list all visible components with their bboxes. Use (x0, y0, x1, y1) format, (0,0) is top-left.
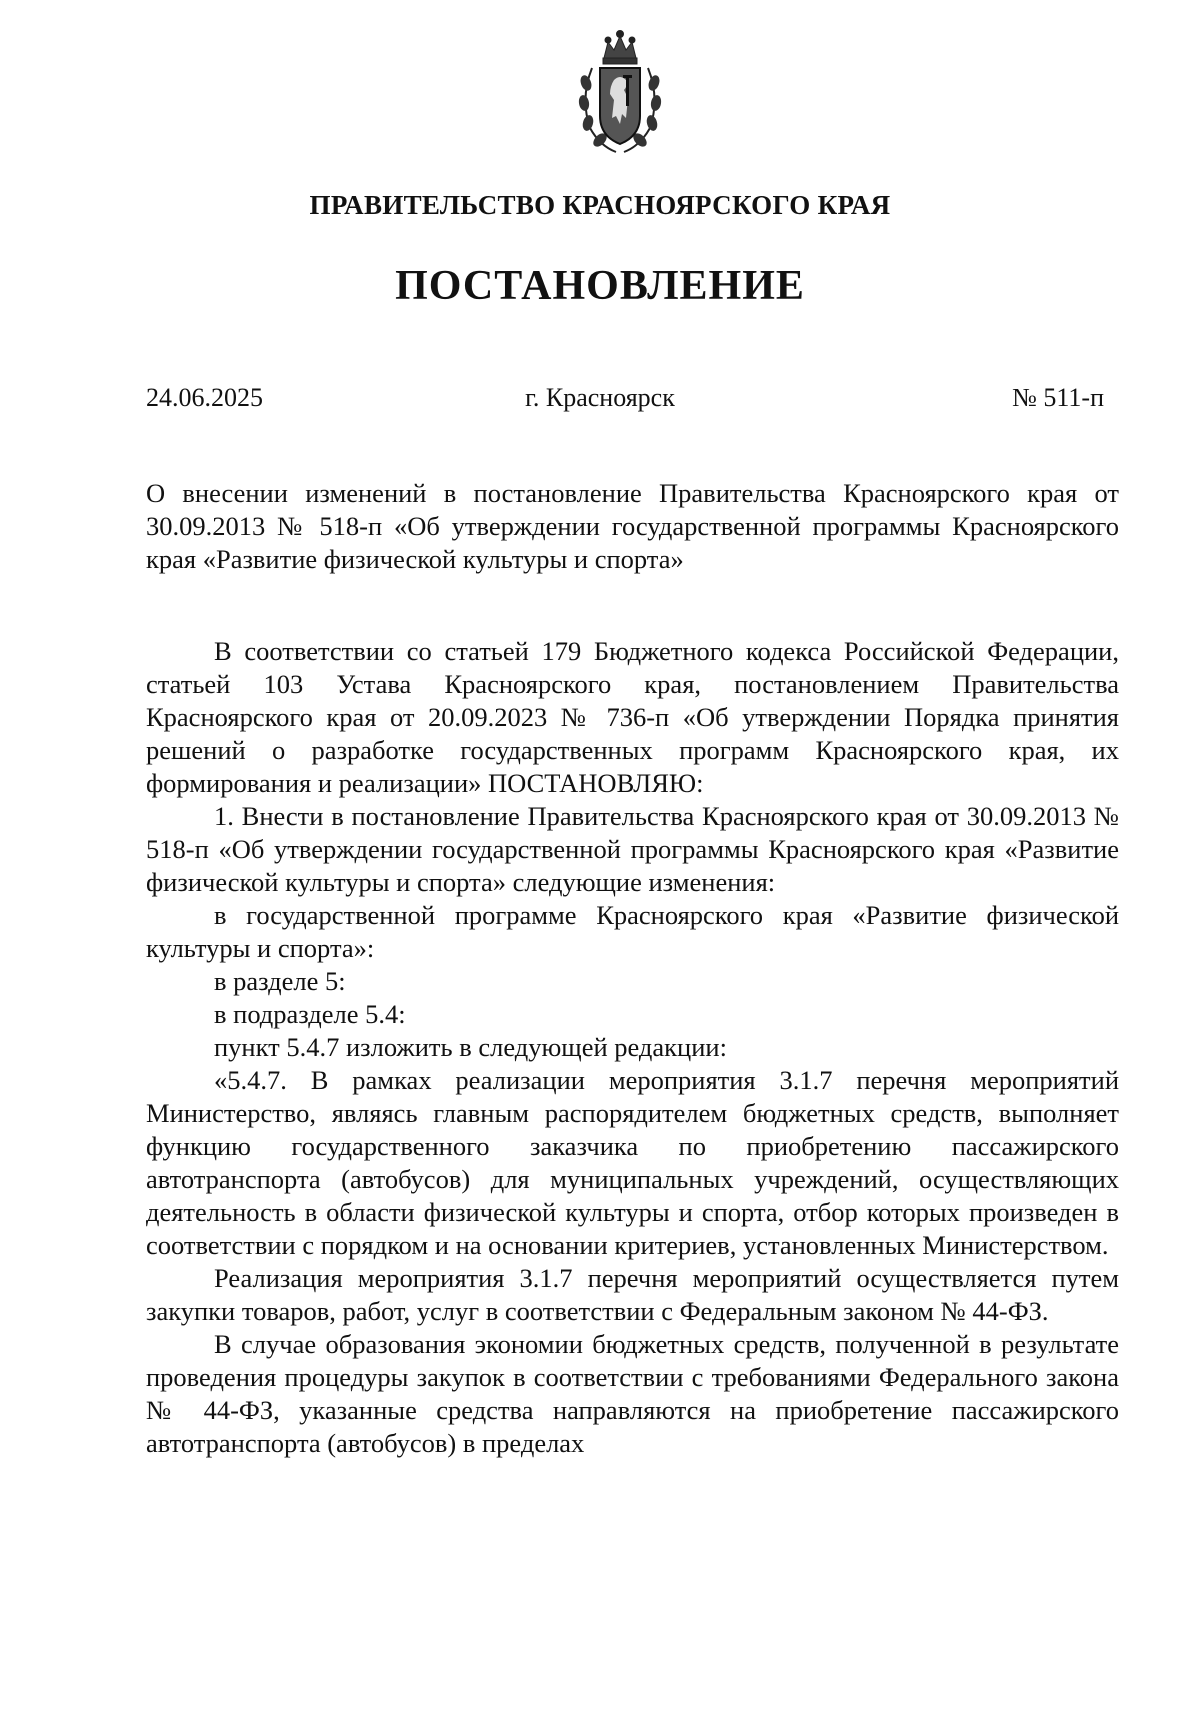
paragraph: В соответствии со статьей 179 Бюджетного кодекса Российской Федерации, статьей 103 Устава Красноярского края, постановлением Правительства Красноярского края от 20.09.2023 № 736-п «Об утверждении Порядка принятия решений о разработке государственных программ Красноярского края, их формирования и реализации» ПОСТАНОВЛЯЮ: (146, 636, 1119, 798)
organization-title: ПРАВИТЕЛЬСТВО КРАСНОЯРСКОГО КРАЯ (309, 190, 891, 220)
krasnoyarsk-coat-of-arms-icon (570, 28, 670, 158)
document-subject (146, 477, 1119, 576)
paragraph: в подразделе 5.4: (214, 999, 406, 1029)
document-type-title: ПОСТАНОВЛЕНИЕ (395, 263, 805, 309)
subject-text: О внесении изменений в постановление Правительства Красноярского края от 30.09.2013 № 518-п «Об утверждении государственной программы Красноярского края «Развитие физической культуры и спорта» (146, 478, 1119, 574)
paragraph: «5.4.7. В рамках реализации мероприятия 3.1.7 перечня мероприятий Министерство, являясь главным распорядителем бюджетных средств, выполняет функцию государственного заказчика по приобретению пассажирского автотранспорта (автобусов) для муниципальных учреждений, осуществляющих деятельность в области физической культуры и спорта, отбор которых произведен в соответствии с порядком и на основании критериев, установленных Министерством. (146, 1065, 1119, 1260)
document-date: 24.06.2025 (146, 383, 263, 412)
paragraph: пункт 5.4.7 изложить в следующей редакции: (214, 1032, 727, 1062)
paragraph: Реализация мероприятия 3.1.7 перечня мероприятий осуществляется путем закупки товаров, работ, услуг в соответствии с Федеральным законом № 44-ФЗ. (146, 1263, 1119, 1326)
paragraph: в разделе 5: (214, 966, 346, 996)
paragraph: в государственной программе Красноярского края «Развитие физической культуры и спорта»: (146, 900, 1119, 963)
document-body (146, 635, 1119, 1460)
document-number: № 511-п (1012, 383, 1104, 412)
document-city: г. Красноярск (525, 383, 675, 412)
paragraph: 1. Внести в постановление Правительства Красноярского края от 30.09.2013 № 518-п «Об утверждении государственной программы Красноярского края «Развитие физической культуры и спорта» следующие изменения: (146, 801, 1119, 897)
paragraph: В случае образования экономии бюджетных средств, полученной в результате проведения процедуры закупок в соответствии с требованиями Федерального закона № 44-ФЗ, указанные средства направляются на приобретение пассажирского автотранспорта (автобусов) в пределах (146, 1329, 1119, 1458)
